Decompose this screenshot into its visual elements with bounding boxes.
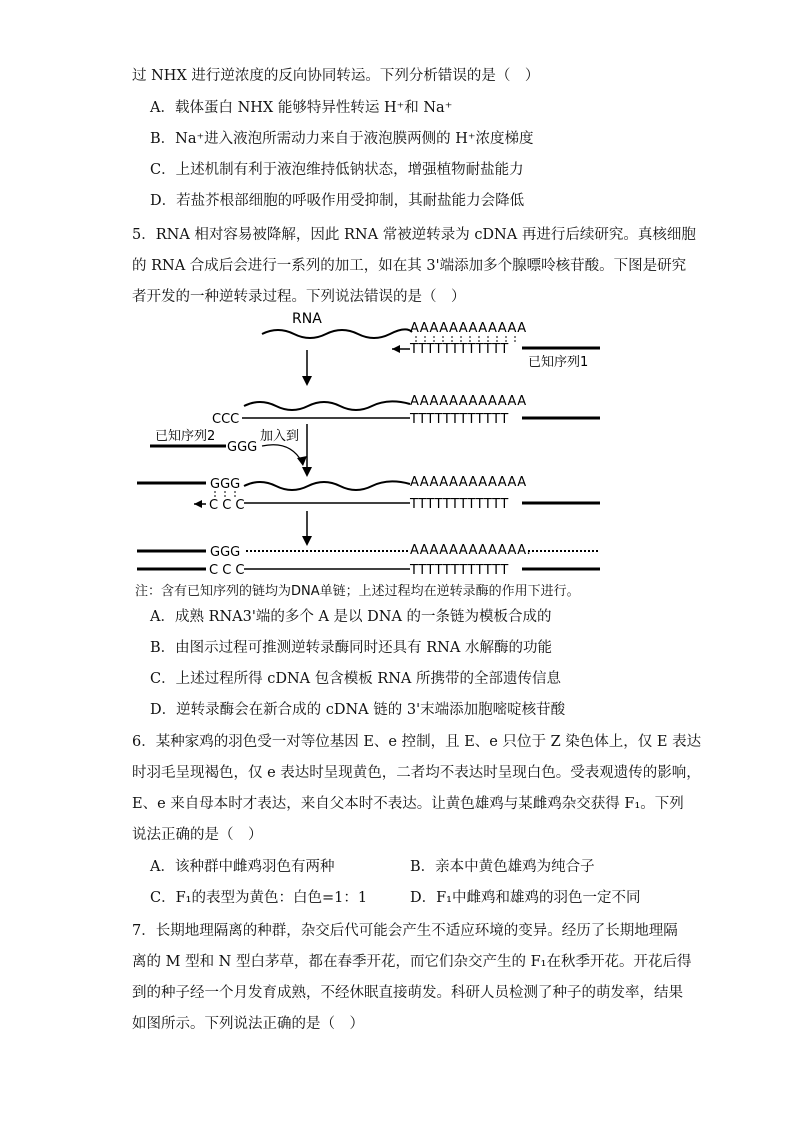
q5-option-b: B．由图示过程可推测逆转录酶同时还具有 RNA 水解酶的功能 (150, 640, 552, 656)
ggg-row3: GGG (210, 477, 241, 492)
q4-option-b: B．Na⁺进入液泡所需动力来自于液泡膜两侧的 H⁺浓度梯度 (150, 131, 534, 147)
q6-option-d: D．F₁中雌鸡和雄鸡的羽色一定不同 (410, 890, 641, 906)
polyt-row3: TTTTTTTTTTTT (410, 497, 509, 512)
polya-tail-row3: AAAAAAAAAAAA (410, 475, 527, 490)
rna-strand-row3 (244, 481, 410, 490)
rna-label: RNA (292, 311, 322, 327)
q6-stem-line2: 时羽毛呈现褐色，仅 e 表达时呈现黄色，二者均不表达时呈现白色。受表观遗传的影响， (132, 765, 701, 781)
q5-option-a: A．成熟 RNA3'端的多个 A 是以 DNA 的一条链为模板合成的 (150, 609, 552, 625)
q6-stem-line3: E、e 来自母本时才表达，来自父本时不表达。让黄色雄鸡与某雌鸡杂交获得 F₁。下列 (132, 796, 684, 812)
ggg-row4: GGG (210, 545, 241, 560)
figure-note: 注：含有已知序列的链均为DNA单链；上述过程均在逆转录酶的作用下进行。 (135, 584, 580, 599)
q5-stem-line2: 的 RNA 合成后会进行一系列的加工，如在其 3'端添加多个腺嘌呤核苷酸。下图是研究 (132, 258, 687, 274)
q7-stem-line3: 到的种子经一个月发育成熟，不经休眠直接萌发。科研人员检测了种子的萌发率，结果 (132, 985, 683, 1001)
q4-option-d: D．若盐芥根部细胞的呼吸作用受抑制，其耐盐能力会降低 (150, 193, 525, 209)
add-to-arrow (262, 445, 302, 462)
c-c-c-row4: C C C (209, 563, 245, 578)
ggg-oligo: GGG (227, 440, 258, 455)
rna-strand-row2 (244, 401, 410, 410)
polyt-row4: TTTTTTTTTTTT (410, 563, 509, 578)
q7-stem-line1: 7．长期地理隔离的种群，杂交后代可能会产生不适应环境的变异。经历了长期地理隔 (132, 923, 678, 939)
add-to-label: 加入到 (260, 429, 300, 444)
q6-option-a: A．该种群中雌鸡羽色有两种 (150, 859, 335, 875)
q6-stem-line4: 说法正确的是（ ） (132, 827, 263, 843)
q7-stem-line4: 如图所示。下列说法正确的是（ ） (132, 1016, 364, 1032)
q5-option-c: C．上述过程所得 cDNA 包含模板 RNA 所携带的全部遗传信息 (150, 671, 562, 687)
polya-tail-row2: AAAAAAAAAAAA (410, 394, 527, 409)
q7-stem-line2: 离的 M 型和 N 型白茅草，都在春季开花，而它们杂交产生的 F₁在秋季开花。开花后得 (132, 954, 692, 970)
known-seq2-label: 已知序列2 (155, 429, 216, 444)
q5-stem-line1: 5．RNA 相对容易被降解，因此 RNA 常被逆转录为 cDNA 再进行后续研究。真核细胞 (132, 227, 696, 243)
polyt-row1: TTTTTTTTTTTT (410, 342, 509, 357)
rna-strand (262, 329, 412, 338)
q4-stem-tail: 过 NHX 进行逆浓度的反向协同转运。下列分析错误的是（ ） (132, 68, 540, 84)
q5-option-d: D．逆转录酶会在新合成的 cDNA 链的 3'末端添加胞嘧啶核苷酸 (150, 702, 566, 718)
q6-stem-line1: 6．某种家鸡的羽色受一对等位基因 E、e 控制，且 E、e 只位于 Z 染色体上，仅 E 表达 (132, 734, 702, 750)
q5-stem-line3: 者开发的一种逆转录过程。下列说法错误的是（ ） (132, 289, 466, 305)
ccc-overhang: CCC (212, 412, 240, 427)
polyt-row2: TTTTTTTTTTTT (410, 412, 509, 427)
polya-tail-row1: AAAAAAAAAAAA (410, 321, 527, 336)
polya-tail-row4: AAAAAAAAAAAA. (410, 543, 532, 558)
c-c-c-row3: C C C (209, 498, 245, 513)
known-seq1-label: 已知序列1 (528, 355, 589, 370)
q6-option-b: B．亲本中黄色雄鸡为纯合子 (410, 859, 595, 875)
q6-option-c: C．F₁的表型为黄色：白色=1：1 (150, 890, 368, 906)
q4-option-a: A．载体蛋白 NHX 能够特异性转运 H⁺和 Na⁺ (150, 100, 453, 116)
q4-option-c: C．上述机制有利于液泡维持低钠状态，增强植物耐盐能力 (150, 162, 524, 178)
